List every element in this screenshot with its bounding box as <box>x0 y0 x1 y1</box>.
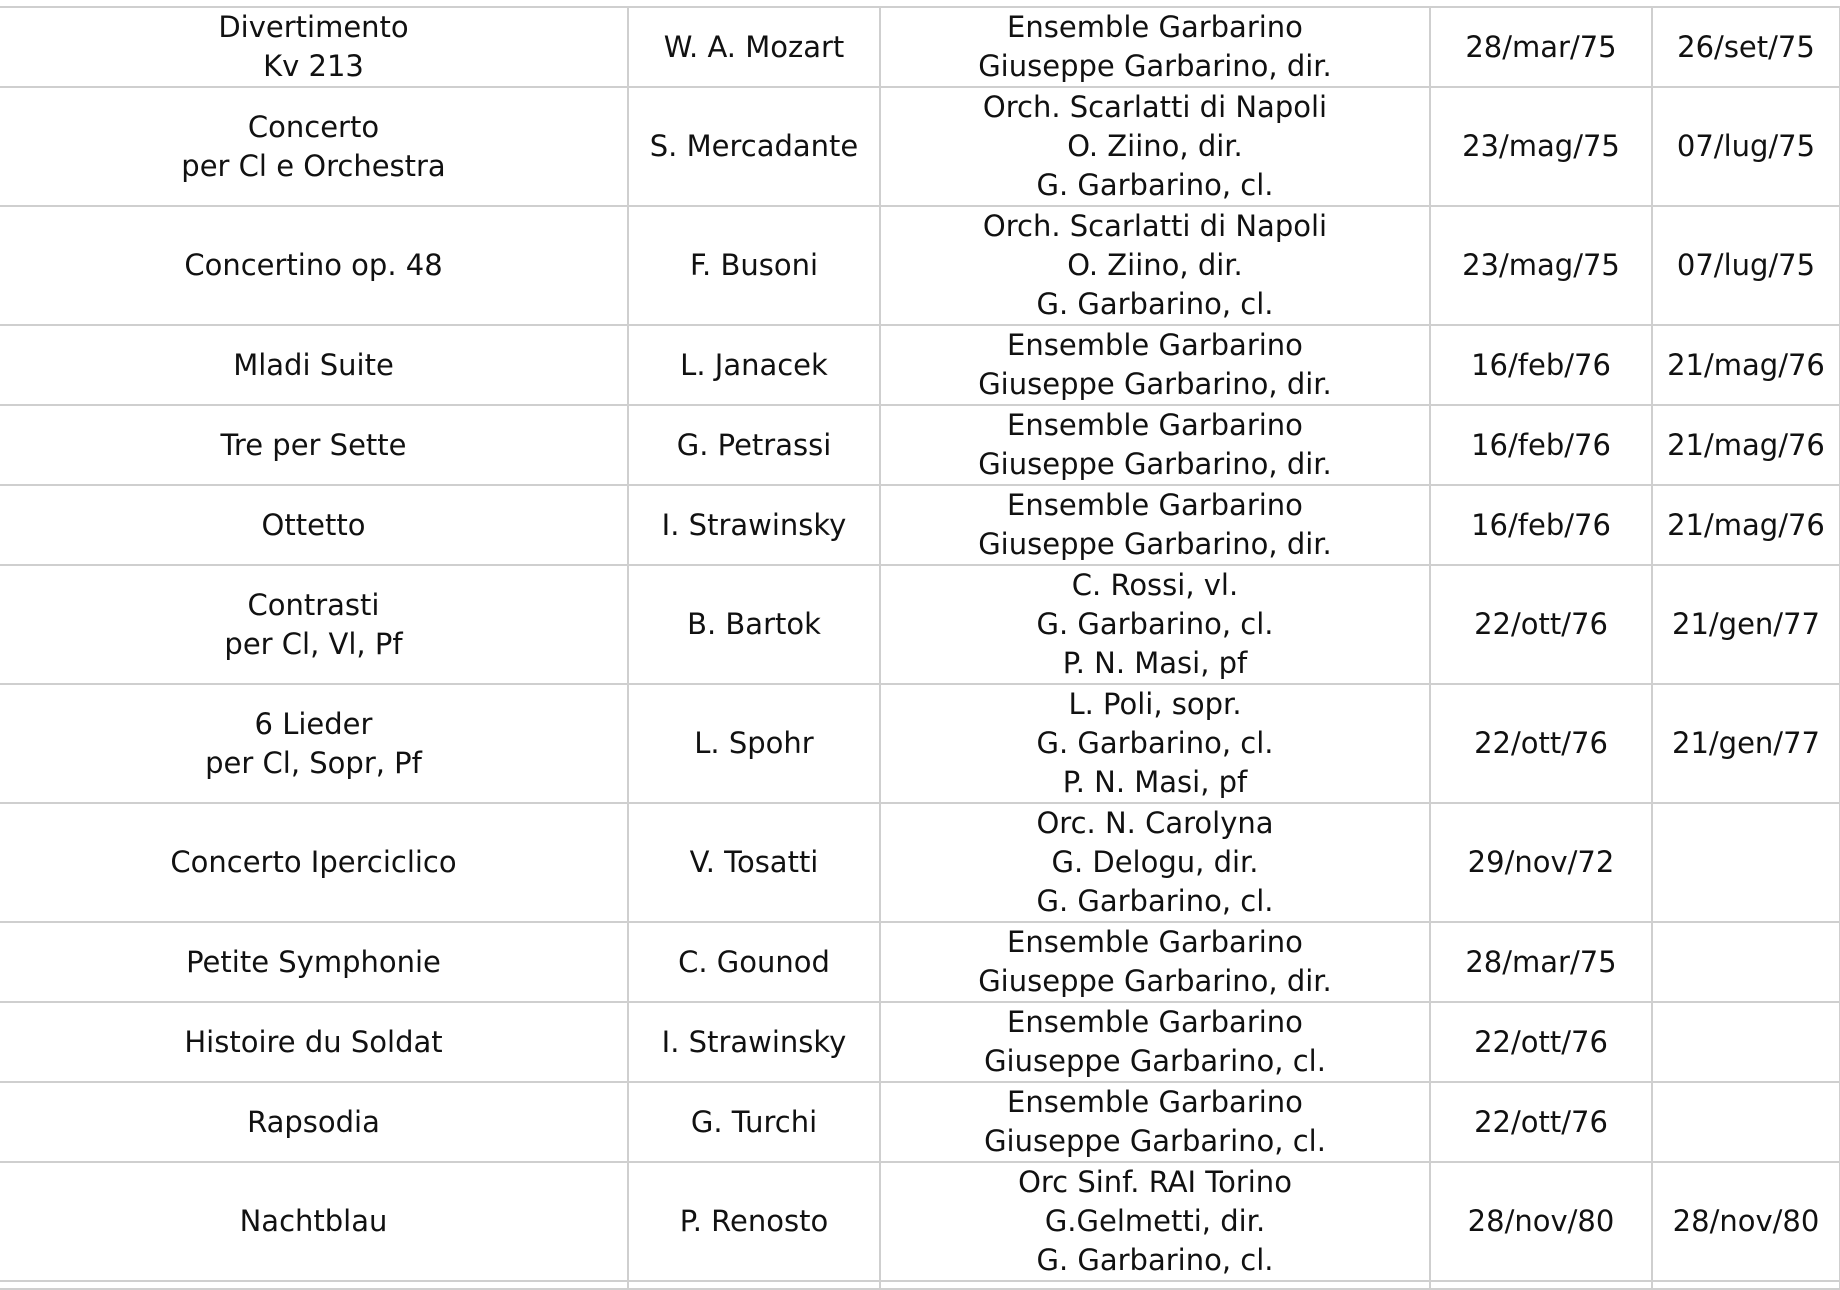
performer-line: C. Rossi, vl. <box>1071 568 1239 602</box>
title-cell <box>0 405 628 485</box>
composer-cell: S. Mercadante <box>628 87 880 206</box>
title-line: Concerto Iperciclico <box>170 845 457 879</box>
performers-cell <box>880 405 1430 485</box>
composer-cell: I. Strawinsky <box>628 1002 880 1082</box>
performer-line: P. N. Masi, pf <box>1062 765 1248 799</box>
title-line: Histoire du Soldat <box>184 1024 443 1059</box>
table-row <box>0 325 1840 405</box>
title-cell <box>0 7 628 87</box>
performer-line: Ensemble Garbarino <box>1007 10 1303 44</box>
title-line: Divertimento <box>218 10 409 44</box>
performer-line: Ensemble Garbarino <box>1007 488 1303 522</box>
date1-cell: 23/mag/75 <box>1430 206 1652 325</box>
performers-cell <box>880 206 1430 325</box>
composer-cell: L. Janacek <box>628 325 880 405</box>
title-line: Rapsodia <box>247 1104 380 1139</box>
empty-cell <box>1430 1281 1652 1289</box>
table-row <box>0 1082 1840 1162</box>
date2-cell: 21/gen/77 <box>1652 565 1840 684</box>
recordings-table <box>0 6 1840 1290</box>
composer-cell: L. Spohr <box>628 684 880 803</box>
table-row <box>0 803 1840 922</box>
performer-line: G. Garbarino, cl. <box>1036 884 1274 918</box>
title-line: 6 Lieder <box>254 706 373 741</box>
empty-cell <box>1652 1281 1840 1289</box>
date1-cell: 28/mar/75 <box>1430 7 1652 87</box>
table-row <box>0 206 1840 325</box>
title-line: Nachtblau <box>239 1204 388 1238</box>
performer-line: G. Delogu, dir. <box>1051 845 1259 879</box>
table-row <box>0 7 1840 87</box>
performers-cell <box>880 485 1430 565</box>
performer-line: Giuseppe Garbarino, dir. <box>978 527 1332 561</box>
performer-line: G.Gelmetti, dir. <box>1044 1204 1266 1238</box>
date1-cell: 16/feb/76 <box>1430 485 1652 565</box>
date1-cell: 16/feb/76 <box>1430 405 1652 485</box>
performer-line: Giuseppe Garbarino, dir. <box>978 447 1332 481</box>
title-line: Ottetto <box>261 507 366 542</box>
composer-cell: I. Strawinsky <box>628 485 880 565</box>
performer-line: Giuseppe Garbarino, dir. <box>978 49 1332 83</box>
performer-line: Giuseppe Garbarino, cl. <box>984 1124 1326 1158</box>
performer-line: G. Garbarino, cl. <box>1036 607 1274 641</box>
performer-line: G. Garbarino, cl. <box>1036 1243 1274 1277</box>
performers-cell <box>880 922 1430 1002</box>
composer-cell: F. Busoni <box>628 206 880 325</box>
performer-line: Ensemble Garbarino <box>1007 408 1303 442</box>
table-row <box>0 684 1840 803</box>
title-line: Concerto <box>247 109 380 144</box>
title-line: Contrasti <box>247 587 380 622</box>
table-row-partial <box>0 1281 1840 1289</box>
table-row <box>0 1162 1840 1281</box>
performer-line: Ensemble Garbarino <box>1007 328 1303 362</box>
date2-cell: 28/nov/80 <box>1652 1162 1840 1281</box>
performer-line: Orch. Scarlatti di Napoli <box>982 209 1328 243</box>
performer-line: O. Ziino, dir. <box>1067 129 1243 163</box>
empty-cell <box>628 1281 880 1289</box>
performers-cell <box>880 684 1430 803</box>
date2-cell <box>1652 803 1840 922</box>
date1-cell: 29/nov/72 <box>1430 803 1652 922</box>
title-cell <box>0 485 628 565</box>
composer-cell: B. Bartok <box>628 565 880 684</box>
table-row <box>0 922 1840 1002</box>
title-cell <box>0 1162 628 1281</box>
table-row <box>0 87 1840 206</box>
composer-cell: V. Tosatti <box>628 803 880 922</box>
date1-cell: 28/mar/75 <box>1430 922 1652 1002</box>
title-cell <box>0 325 628 405</box>
table-row <box>0 485 1840 565</box>
date2-cell <box>1652 922 1840 1002</box>
date1-cell: 23/mag/75 <box>1430 87 1652 206</box>
performers-cell <box>880 7 1430 87</box>
title-cell <box>0 922 628 1002</box>
table-row <box>0 1002 1840 1082</box>
date1-cell: 22/ott/76 <box>1430 565 1652 684</box>
performers-cell <box>880 1162 1430 1281</box>
date1-cell: 16/feb/76 <box>1430 325 1652 405</box>
title-line: Kv 213 <box>263 49 364 83</box>
performer-line: G. Garbarino, cl. <box>1036 726 1274 760</box>
title-line: Tre per Sette <box>220 427 407 462</box>
performer-line: Ensemble Garbarino <box>1007 1005 1303 1039</box>
performer-line: Giuseppe Garbarino, dir. <box>978 367 1332 401</box>
composer-cell: C. Gounod <box>628 922 880 1002</box>
composer-cell: G. Petrassi <box>628 405 880 485</box>
performer-line: Ensemble Garbarino <box>1007 925 1303 959</box>
performers-cell <box>880 565 1430 684</box>
title-cell <box>0 1082 628 1162</box>
empty-cell <box>880 1281 1430 1289</box>
title-line: per Cl, Sopr, Pf <box>205 745 422 780</box>
title-cell <box>0 1002 628 1082</box>
title-cell <box>0 87 628 206</box>
date2-cell <box>1652 1002 1840 1082</box>
title-line: per Cl, Vl, Pf <box>224 626 403 661</box>
performers-cell <box>880 87 1430 206</box>
performer-line: Giuseppe Garbarino, dir. <box>978 964 1332 998</box>
title-cell <box>0 803 628 922</box>
performers-cell <box>880 325 1430 405</box>
performer-line: Orc. N. Carolyna <box>1036 806 1274 840</box>
title-cell <box>0 206 628 325</box>
performer-line: P. N. Masi, pf <box>1062 646 1248 680</box>
date1-cell: 22/ott/76 <box>1430 684 1652 803</box>
date1-cell: 28/nov/80 <box>1430 1162 1652 1281</box>
title-cell <box>0 565 628 684</box>
empty-cell <box>0 1281 628 1289</box>
performer-line: L. Poli, sopr. <box>1068 687 1242 721</box>
table-body <box>0 7 1840 1289</box>
performers-cell <box>880 1082 1430 1162</box>
date2-cell: 21/gen/77 <box>1652 684 1840 803</box>
performer-line: Ensemble Garbarino <box>1007 1085 1303 1119</box>
title-line: Concertino op. 48 <box>184 248 443 282</box>
date2-cell: 07/lug/75 <box>1652 87 1840 206</box>
date2-cell: 21/mag/76 <box>1652 325 1840 405</box>
performer-line: G. Garbarino, cl. <box>1036 287 1274 321</box>
title-line: Petite Symphonie <box>186 944 441 979</box>
performer-line: Orc Sinf. RAI Torino <box>1018 1165 1292 1199</box>
date2-cell <box>1652 1082 1840 1162</box>
title-line: per Cl e Orchestra <box>181 148 446 183</box>
performer-line: G. Garbarino, cl. <box>1036 168 1274 202</box>
date2-cell: 26/set/75 <box>1652 7 1840 87</box>
date2-cell: 07/lug/75 <box>1652 206 1840 325</box>
composer-cell: G. Turchi <box>628 1082 880 1162</box>
composer-cell: W. A. Mozart <box>628 7 880 87</box>
performer-line: Orch. Scarlatti di Napoli <box>982 90 1328 124</box>
performers-cell <box>880 1002 1430 1082</box>
date2-cell: 21/mag/76 <box>1652 405 1840 485</box>
table-row <box>0 405 1840 485</box>
performers-cell <box>880 803 1430 922</box>
performer-line: O. Ziino, dir. <box>1067 248 1243 282</box>
date1-cell: 22/ott/76 <box>1430 1082 1652 1162</box>
date1-cell: 22/ott/76 <box>1430 1002 1652 1082</box>
title-line: Mladi Suite <box>233 347 394 382</box>
composer-cell: P. Renosto <box>628 1162 880 1281</box>
table-row <box>0 565 1840 684</box>
performer-line: Giuseppe Garbarino, cl. <box>984 1044 1326 1078</box>
title-cell <box>0 684 628 803</box>
date2-cell: 21/mag/76 <box>1652 485 1840 565</box>
